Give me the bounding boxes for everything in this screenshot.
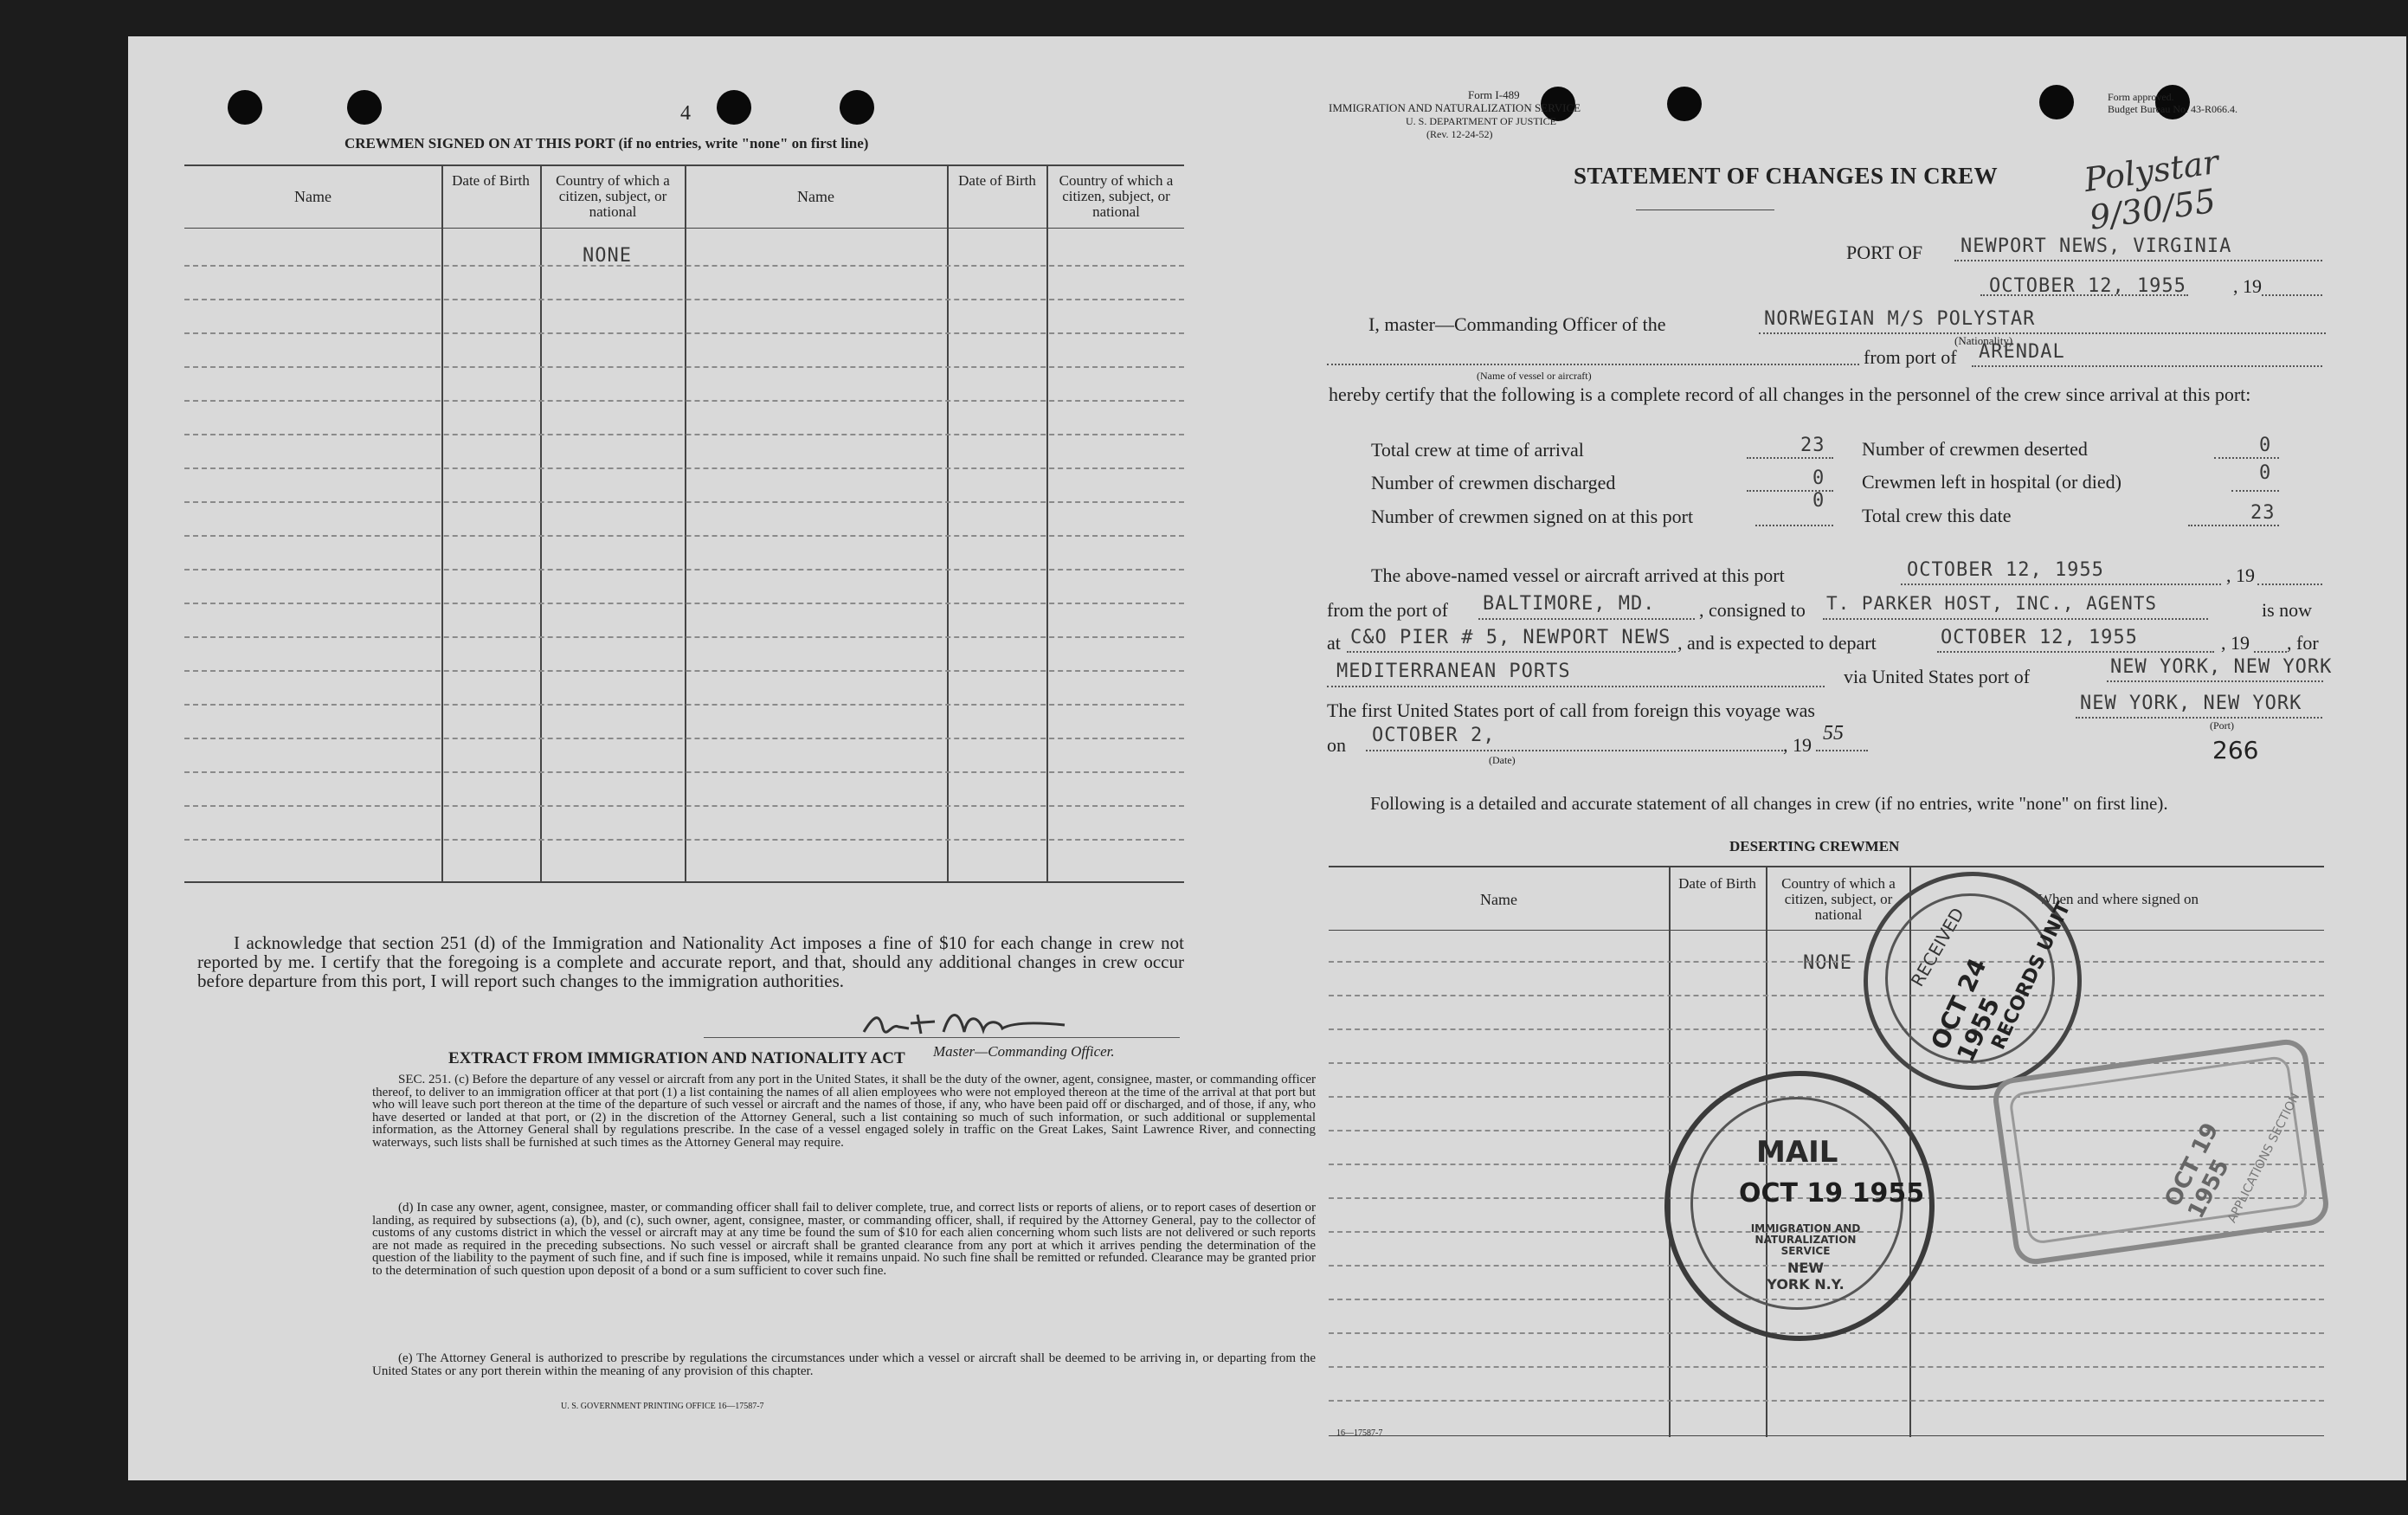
revision: (Rev. 12-24-52)	[1426, 128, 1493, 140]
nationality-caption: (Nationality)	[1954, 334, 2013, 347]
from-the-port-value: BALTIMORE, MD.	[1483, 593, 1656, 615]
stat-value: 23	[1800, 435, 1825, 456]
vessel-caption: (Name of vessel or aircraft)	[1477, 370, 1592, 382]
punch-hole-icon	[1667, 87, 1702, 121]
mail-city: NEW YORK N.Y.	[1767, 1260, 1845, 1293]
col-date-of-birth: Date of Birth	[452, 172, 530, 189]
department: U. S. DEPARTMENT OF JUSTICE	[1406, 115, 1556, 127]
vessel-value: NORWEGIAN M/S POLYSTAR	[1764, 308, 2036, 330]
mail-label: MAIL	[1756, 1135, 1838, 1170]
extract-paragraph: SEC. 251. (c) Before the departure of any vessel or aircraft from any port in the United States, it shall be the duty of the owner, agent, consignee, master, or commanding officer thereof, to deliver to an immigration officer at that port (1) a list containing the names of all alien employees who were not employed thereon at the time of the arrival at that port but who will leave such port thereon at the time of the departure of such vessel or aircraft and the names of those, if any, who have been paid off or discharged, and of those, if any, who have deserted or landed at that port, or (2) in the discretion of the Attorney General, such a list containing so much of such information, or such additional or supplemental information, as the Attorney General shall by regulations prescribe. In the case of a vessel engaged solely in traffic on the Great Lakes, Saint Lawrence River, and connecting waterways, such lists shall be furnished at such times as the Attorney General may require.	[372, 1073, 1316, 1150]
applications-date: OCT 19 1955	[2160, 1119, 2235, 1223]
crew-signed-title: CREWMEN SIGNED ON AT THIS PORT (if no entries, write "none" on first line)	[344, 135, 869, 152]
from-port-value: ARENDAL	[1979, 341, 2065, 363]
extract-paragraph: (e) The Attorney General is authorized to prescribe by regulations the circumstances under which a vessel or aircraft shall be deemed to be arriving in, or departing from the United States or any port therein within the meaning of any provision of this chapter.	[372, 1351, 1316, 1378]
punch-hole-icon	[840, 90, 874, 125]
stat-label: Total crew this date	[1862, 505, 2012, 526]
punch-hole-icon	[347, 90, 382, 125]
extract-paragraph: (d) In case any owner, agent, consignee, master, or commanding officer shall fail to deliver complete, true, and correct lists or reports of aliens, or to report cases of desertion or landing, as required by subsections (a), (b), and (c), such owner, agent, consignee, master, or commanding officer, shall, if required by the Attorney General, pay to the collector of customs of any customs district in which the vessel or aircraft may at any time be found the sum of $10 for each alien concerning whom such lists are not delivered or such reports are not made as required in the preceding subsections. No such vessel or aircraft shall be granted clearance from any port at which it arrives pending the determination of the question of the liability to the payment of such fine, and if such fine is imposed, while it remains unpaid. No such fine shall be remitted or refunded. Clearance may be granted prior to the determination of such question upon deposit of a bond or a sum sufficient to cover such fine.	[372, 1201, 1316, 1278]
signature-caption: Master—Commanding Officer.	[933, 1043, 1115, 1060]
date-value: OCTOBER 12, 1955	[1989, 275, 2186, 297]
port-caption: (Port)	[2210, 719, 2234, 732]
port-value: NEWPORT NEWS, VIRGINIA	[1961, 235, 2232, 257]
first-port-text: The first United States port of call from foreign this voyage was	[1327, 699, 1815, 721]
at-value: C&O PIER # 5, NEWPORT NEWS	[1350, 627, 1671, 648]
col-country: Country of which a citizen, subject, or national	[556, 172, 670, 220]
at-label: at	[1327, 632, 1341, 654]
stat-label: Total crew at time of arrival	[1371, 439, 1584, 461]
stat-label: Crewmen left in hospital (or died)	[1862, 471, 2121, 493]
applications-section: APPLICATIONS SECTION	[2225, 1091, 2303, 1226]
date-suffix: , 19	[2233, 275, 2262, 297]
depart-value: OCTOBER 12, 1955	[1941, 627, 2138, 648]
stat-label: Number of crewmen deserted	[1862, 438, 2088, 460]
extract-title: EXTRACT FROM IMMIGRATION AND NATIONALITY ACT	[448, 1049, 905, 1067]
master-prefix: I, master—Commanding Officer of the	[1368, 313, 1666, 335]
col-when-where: When and where signed on	[2038, 891, 2199, 907]
arrived-value: OCTOBER 12, 1955	[1907, 559, 2104, 581]
received-date: OCT 24 1955	[1925, 953, 2006, 1067]
for-label: , for	[2287, 632, 2319, 654]
col-country-2: Country of which a citizen, subject, or national	[1059, 172, 1174, 220]
mail-agency: IMMIGRATION AND NATURALIZATION SERVICE	[1750, 1222, 1861, 1257]
depart-label: , and is expected to depart	[1677, 632, 1877, 654]
received-unit: RECORDS UNIT	[1987, 899, 2076, 1054]
consigned-value: T. PARKER HOST, INC., AGENTS	[1826, 593, 2158, 614]
col-name-2: Name	[797, 188, 834, 205]
acknowledgement-text: I acknowledge that section 251 (d) of the Immigration and Nationality Act imposes a fine of $10 for each change in crew not reported by me. I certify that the foregoing is a complete and accurate report, and that, should any additional changes in crew occur before departure from this port, I will report such changes to the immigration authorities.	[197, 932, 1184, 991]
form-number: Form I-489	[1468, 88, 1520, 101]
stat-label: Number of crewmen discharged	[1371, 472, 1616, 493]
is-now-label: is now	[2262, 599, 2313, 621]
stat-value: 0	[2259, 462, 2272, 484]
stat-value: 0	[1812, 467, 1825, 489]
punch-hole-icon	[717, 90, 751, 125]
handwritten-note: Polystar 9/30/55	[2082, 142, 2221, 237]
certify-text: hereby certify that the following is a complete record of all changes in the personnel of the crew since arrival at this port:	[1329, 384, 2251, 405]
following-text: Following is a detailed and accurate statement of all changes in crew (if no entries, write "none" on first line).	[1370, 793, 2168, 814]
col-name: Name	[1480, 891, 1517, 908]
punch-hole-icon	[2039, 85, 2074, 119]
col-name: Name	[294, 188, 332, 205]
budget-number: Budget Bureau No. 43-R066.4.	[2108, 103, 2237, 115]
agency: IMMIGRATION AND NATURALIZATION SERVICE	[1329, 101, 1581, 114]
received-stamp	[1864, 872, 2082, 1090]
on-label: on	[1327, 734, 1346, 756]
mail-date: OCT 19 1955	[1739, 1178, 1925, 1209]
form-approved: Form approved.	[2108, 91, 2174, 103]
port-label: PORT OF	[1846, 242, 1923, 263]
punch-hole-icon	[228, 90, 262, 125]
first-port-value: NEW YORK, NEW YORK	[2080, 693, 2302, 714]
deserting-title: DESERTING CREWMEN	[1729, 838, 1900, 854]
col-date-of-birth: Date of Birth	[1678, 875, 1756, 892]
reference-number: 266	[2212, 736, 2259, 764]
date-caption: (Date)	[1489, 754, 1516, 766]
stat-value: 0	[2259, 435, 2272, 456]
signature-icon	[857, 997, 1117, 1049]
via-value: NEW YORK, NEW YORK	[2110, 656, 2333, 678]
stat-label: Number of crewmen signed on at this port	[1371, 506, 1694, 527]
deserting-first-entry: NONE	[1803, 952, 1852, 974]
destination-value: MEDITERRANEAN PORTS	[1336, 661, 1571, 682]
year-prefix: , 19	[1783, 734, 1812, 756]
form-title: STATEMENT OF CHANGES IN CREW	[1574, 163, 1999, 189]
arrived-text: The above-named vessel or aircraft arrived at this port	[1371, 564, 1785, 586]
col-date-of-birth-2: Date of Birth	[958, 172, 1036, 189]
stat-value: 0	[1812, 490, 1825, 512]
from-port-label: from port of	[1864, 346, 1957, 368]
table-first-entry: NONE	[583, 245, 632, 267]
document-sheet	[128, 36, 2406, 1480]
on-value: OCTOBER 2,	[1372, 725, 1496, 746]
arrived-suffix: , 19	[2226, 564, 2255, 586]
via-label: via United States port of	[1844, 666, 2031, 687]
consigned-label: , consigned to	[1699, 599, 1806, 621]
year-value: 55	[1823, 722, 1844, 745]
from-the-port-label: from the port of	[1327, 599, 1448, 621]
col-country: Country of which a citizen, subject, or national	[1781, 875, 1896, 923]
mail-stamp	[1664, 1071, 1935, 1341]
depart-suffix: , 19	[2221, 632, 2250, 654]
page-number: 4	[680, 102, 691, 125]
stat-value: 23	[2250, 502, 2276, 524]
printer-note-right: 16—17587-7	[1336, 1428, 1383, 1438]
printer-note: U. S. GOVERNMENT PRINTING OFFICE 16—17587-7	[561, 1402, 764, 1411]
received-label: RECEIVED	[1906, 904, 1968, 990]
